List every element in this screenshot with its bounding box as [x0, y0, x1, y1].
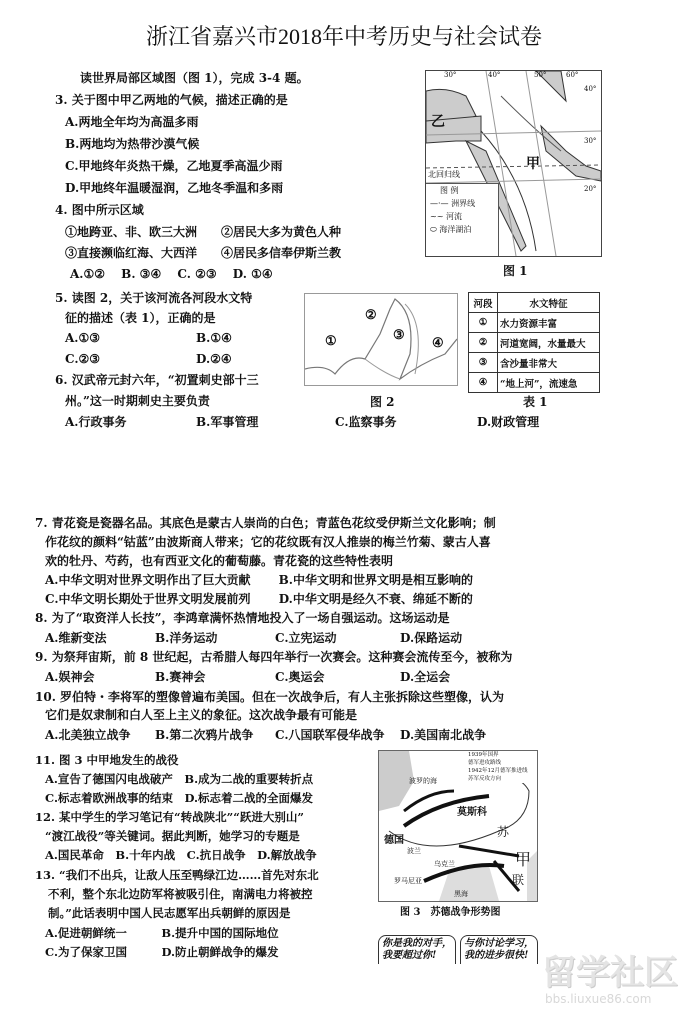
- q11-options-cd: C.标志着欧洲战事的结束 D.标志着二战的全面爆发: [45, 791, 314, 805]
- bubble-line: 你是我的对手，: [382, 938, 452, 949]
- table-row: [469, 373, 600, 393]
- map-legend: [465, 751, 538, 783]
- label-jia: 甲: [515, 850, 532, 869]
- q8-option-a: A.维新变法: [45, 631, 107, 645]
- q11-options-ab: A.宣告了德国闪电战破产 B.成为二战的重要转折点: [45, 772, 314, 786]
- place-label: 黑海: [454, 890, 468, 898]
- table-cell: ②: [469, 333, 498, 353]
- bubble-line: 与你讨论学习，: [464, 938, 534, 949]
- question-4: 4. 图中所示区域: [55, 203, 144, 217]
- lon-label: 40°: [488, 71, 501, 79]
- table-row: [469, 353, 600, 373]
- table-cell: 含沙量非常大: [498, 353, 600, 373]
- watermark-logo: 留学社区: [542, 953, 678, 993]
- watermark-url: bbs.liuxue86.com: [545, 992, 652, 1006]
- legend-item: 河流: [445, 212, 462, 221]
- question-6: 6. 汉武帝元封六年，“初置刺史部十三: [55, 373, 259, 387]
- legend-item: 德军进攻路线: [468, 760, 502, 766]
- q5-option-d: D.②④: [196, 352, 232, 366]
- lat-label: 30°: [584, 137, 597, 145]
- table-cell: ③: [469, 353, 498, 373]
- question-13: 13. “我们不出兵，让敌人压至鸭绿江边……首先对东北: [35, 868, 319, 882]
- question-13-cont: 制。”此话表明中国人民志愿军出兵朝鲜的原因是: [48, 906, 291, 920]
- table-cell: ④: [469, 373, 498, 393]
- question-13-cont: 不利，整个东北边防军将被吸引住，南满电力将被控: [48, 887, 313, 901]
- lat-label: 20°: [584, 185, 597, 193]
- place-label: 德国: [384, 835, 404, 846]
- table-header: 河段: [469, 293, 498, 313]
- question-10: 10. 罗伯特・李将军的塑像曾遍布美国。但在一次战争后，有人主张拆除这些塑像，认为: [35, 690, 505, 704]
- q6-option-b: B.军事管理: [196, 415, 259, 429]
- instruction: 读世界局部区域图（图 1），完成 3-4 题。: [80, 71, 309, 85]
- figure-3-caption: 图 3 苏德战争形势图: [400, 907, 501, 918]
- table-cell: “地上河”，流速急: [498, 373, 600, 393]
- speech-bubble: [460, 935, 538, 964]
- question-12: 12. 某中学生的学习笔记有“转战陕北”“跃进大别山”: [35, 810, 304, 824]
- segment-mark-3: ③: [393, 328, 405, 343]
- table-cell: ①: [469, 313, 498, 333]
- q10-option-c: C.八国联军侵华战争: [275, 728, 385, 742]
- bubble-line: 我要超过你!: [382, 950, 437, 961]
- q6-option-a: A.行政事务: [65, 415, 127, 429]
- figure-2-river-map: [304, 293, 458, 386]
- q3-option-a: A.两地全年均为高温多雨: [65, 115, 199, 129]
- q7-options-ab: A.中华文明对世界文明作出了巨大贡献 B.中华文明和世界文明是相互影响的: [45, 573, 473, 587]
- q9-option-a: A.娱神会: [45, 670, 95, 684]
- q10-option-b: B.第二次鸦片战争: [155, 728, 254, 742]
- table-1-caption: 表 1: [523, 395, 548, 409]
- table-row: [469, 333, 600, 353]
- q4-statements-1: ①地跨亚、非、欧三大洲 ②居民大多为黄色人种: [65, 225, 342, 239]
- q5-option-c: C.②③: [65, 352, 101, 366]
- place-label: 莫斯科: [457, 807, 487, 818]
- lon-label: 60°: [566, 71, 579, 79]
- q13-options-ab: A.促进朝鲜统一 B.提升中国的国际地位: [45, 926, 279, 940]
- question-5-cont: 征的描述（表 1），正确的是: [65, 311, 216, 325]
- place-label: 苏: [497, 825, 510, 839]
- table-cell: 河道宽阔，水量最大: [498, 333, 600, 353]
- place-label: 联: [512, 873, 525, 887]
- q4-options: A.①② B. ③④ C. ②③ D. ①④: [70, 267, 273, 281]
- question-9: 9. 为祭拜宙斯，前 8 世纪起，古希腊人每四年举行一次赛会。这种赛会流传至今，被称为: [35, 650, 513, 664]
- q12-options: A.国民革命 B.十年内战 C.抗日战争 D.解放战争: [45, 848, 317, 862]
- question-7: 7. 青花瓷是瓷器名品。其底色是蒙古人崇尚的白色；青蓝色花纹受伊斯兰文化影响；制: [35, 516, 496, 530]
- legend-item: 1942年12月德军推进线: [468, 768, 528, 774]
- legend-item: 1939年国界: [468, 752, 499, 758]
- q6-option-d: D.财政管理: [477, 415, 540, 429]
- lon-label: 30°: [444, 71, 457, 79]
- q5-option-b: B.①④: [196, 331, 232, 345]
- figure-1-caption: 图 1: [503, 264, 528, 278]
- question-3: 3. 关于图中甲乙两地的气候，描述正确的是: [55, 93, 288, 107]
- q4-statements-2: ③直接濒临红海、大西洋 ④居民多信奉伊斯兰教: [65, 246, 342, 260]
- q9-option-b: B.赛神会: [155, 670, 206, 684]
- question-11: 11. 图 3 中甲地发生的战役: [35, 753, 179, 767]
- figure-2-caption: 图 2: [370, 395, 395, 409]
- place-label: 波兰: [407, 847, 421, 855]
- q5-option-a: A.①③: [65, 331, 101, 345]
- lat-label: 40°: [584, 85, 597, 93]
- question-7-cont: 作花纹的颜料“钴蓝”由波斯商人带来；它的花纹既有汉人推崇的梅兰竹菊、蒙古人喜: [45, 535, 491, 549]
- page-title: 浙江省嘉兴市2018年中考历史与社会试卷: [145, 24, 542, 49]
- legend-item: 洲界线: [451, 199, 476, 208]
- legend-item: 海洋湖泊: [439, 225, 472, 234]
- place-label: 罗马尼亚: [394, 877, 422, 885]
- question-7-cont: 欢的牡丹、芍药，也有西亚文化的葡萄藤。青花瓷的这些特性表明: [45, 554, 394, 568]
- q10-option-a: A.北美独立战争: [45, 728, 131, 742]
- table-1: [468, 292, 600, 393]
- q3-option-c: C.甲地终年炎热干燥，乙地夏季高温少雨: [65, 159, 283, 173]
- table-header-row: [469, 293, 600, 313]
- q9-option-c: C.奥运会: [275, 670, 325, 684]
- q7-options-cd: C.中华文明长期处于世界文明发展前列 D.中华文明是经久不衰、绵延不断的: [45, 592, 473, 606]
- question-5: 5. 读图 2，关于该河流各河段水文特: [55, 291, 253, 305]
- question-10-cont: 它们是奴隶制和白人至上主义的象征。这次战争最有可能是: [45, 708, 358, 722]
- table-header: 水文特征: [498, 293, 600, 313]
- table-row: [469, 313, 600, 333]
- segment-mark-1: ①: [325, 334, 337, 349]
- q3-option-d: D.甲地终年温暖湿润，乙地冬季温和多雨: [65, 181, 284, 195]
- q9-option-d: D.全运会: [400, 670, 451, 684]
- q8-option-c: C.立宪运动: [275, 631, 337, 645]
- table-cell: 水力资源丰富: [498, 313, 600, 333]
- q10-option-d: D.美国南北战争: [400, 728, 487, 742]
- figure-1-map: [425, 70, 602, 257]
- segment-mark-4: ④: [432, 336, 444, 351]
- question-8: 8. 为了“取资洋人长技”，李鸿章满怀热情地投入了一场自强运动。这场运动是: [35, 611, 450, 625]
- legend-item: 苏军反攻方向: [468, 776, 502, 782]
- q8-option-d: D.保路运动: [400, 631, 463, 645]
- label-jia: 甲: [526, 156, 540, 172]
- question-6-cont: 州。”这一时期刺史主要负责: [65, 394, 210, 408]
- q13-options-cd: C.为了保家卫国 D.防止朝鲜战争的爆发: [45, 945, 279, 959]
- q3-option-b: B.两地均为热带沙漠气候: [65, 137, 200, 151]
- place-label: 波罗的海: [409, 777, 437, 785]
- legend-title: 图 例: [440, 186, 459, 195]
- segment-mark-2: ②: [365, 308, 377, 323]
- place-label: 乌克兰: [434, 860, 455, 868]
- map-legend: 图 例 —·— 洲界线 ~~ 河流 ⬭ 海洋湖泊: [426, 183, 499, 257]
- q8-option-b: B.洋务运动: [155, 631, 218, 645]
- speech-bubble: [378, 935, 456, 964]
- q6-option-c: C.监察事务: [335, 415, 397, 429]
- figure-3-war-map: [378, 750, 538, 902]
- label-tropic: 北回归线: [428, 170, 460, 179]
- bubble-line: 我的进步很快!: [464, 950, 529, 961]
- question-12-cont: “渡江战役”等关键词。据此判断，她学习的专题是: [45, 829, 300, 843]
- label-yi: 乙: [431, 114, 445, 130]
- lon-label: 50°: [534, 71, 547, 79]
